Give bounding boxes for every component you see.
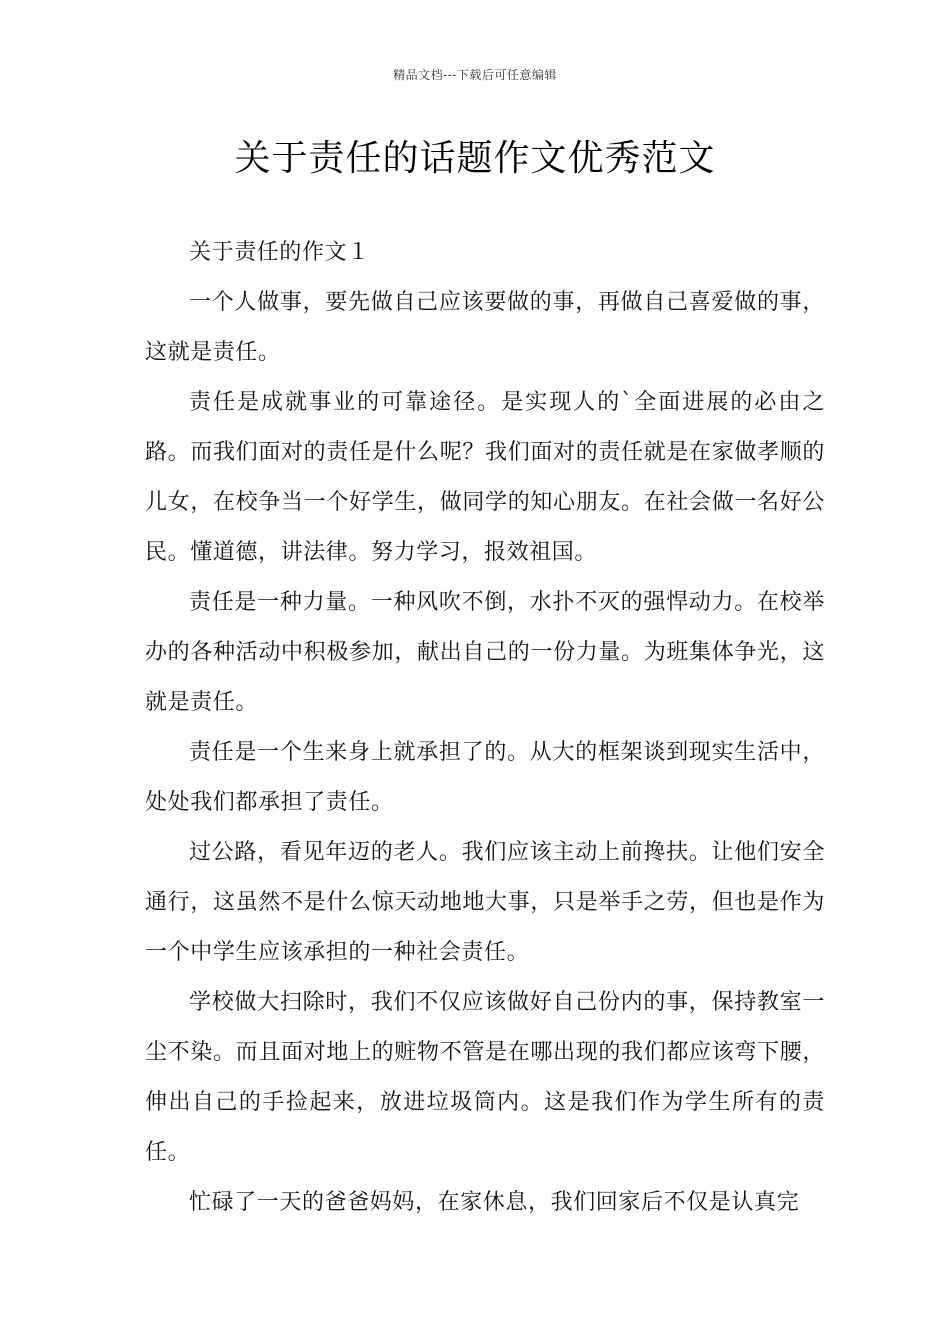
paragraph: 责任是成就事业的可靠途径。是实现人的`全面进展的必由之路。而我们面对的责任是什么呢？我们面对的责任就是在家做孝顺的儿女，在校争当一个好学生，做同学的知心朋友。在社会做一名好公民。懂道德，讲法律。努力学习，报效祖国。 <box>145 390 825 565</box>
paragraph: 忙碌了一天的爸爸妈妈，在家休息，我们回家后不仅是认真完 <box>189 1190 800 1215</box>
paragraph: 过公路，看见年迈的老人。我们应该主动上前搀扶。让他们安全通行，这虽然不是什么惊天动地地大事，只是举手之劳，但也是作为一个中学生应该承担的一种社会责任。 <box>145 840 825 965</box>
paragraph: 责任是一种力量。一种风吹不倒，水扑不灭的强悍动力。在校举办的各种活动中积极参加，献出自己的一份力量。为班集体争光，这就是责任。 <box>145 590 825 715</box>
paragraph: 一个人做事，要先做自己应该要做的事，再做自己喜爱做的事，这就是责任。 <box>145 290 825 365</box>
document-body <box>145 228 825 1228</box>
paragraph: 责任是一个生来身上就承担了的。从大的框架谈到现实生活中，处处我们都承担了责任。 <box>145 740 825 815</box>
paragraph: 学校做大扫除时，我们不仅应该做好自己份内的事，保持教室一尘不染。而且面对地上的赃物不管是在哪出现的我们都应该弯下腰，伸出自己的手捡起来，放进垃圾筒内。这是我们作为学生所有的责任。 <box>145 990 825 1165</box>
section-heading: 关于责任的作文１ <box>189 240 370 265</box>
document-title: 关于责任的话题作文优秀范文 <box>234 138 716 179</box>
header-note: 精品文档---下载后可任意编辑 <box>393 68 557 82</box>
